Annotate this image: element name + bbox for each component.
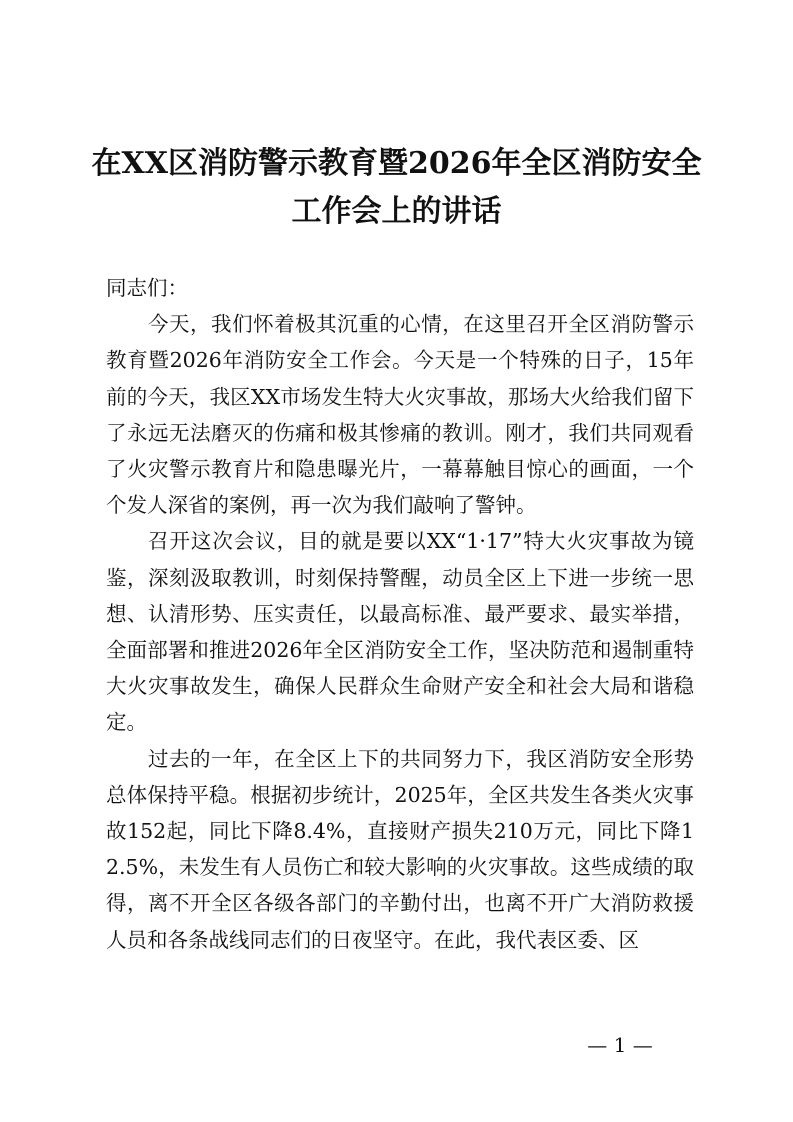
page-number: — 1 — <box>587 1033 653 1057</box>
paragraph-2: 召开这次会议，目的就是要以XX“1·17”特大火灾事故为镜鉴，深刻汲取教训，时刻保持警醒，动员全区上下进一步统一思想、认清形势、压实责任，以最高标准、最严要求、最实举措，全面部署和推进2026年全区消防安全工作，坚决防范和遏制重特大火灾事故发生，确保人民群众生命财产安全和社会大局和谐稳定。 <box>106 529 694 735</box>
title-line-2: 工作会上的讲话 <box>291 194 502 229</box>
paragraph-3: 过去的一年，在全区上下的共同努力下，我区消防安全形势总体保持平稳。根据初步统计，2025年，全区共发生各类火灾事故152起，同比下降8.4%，直接财产损失210万元，同比下降12.5%，未发生有人员伤亡和较大影响的火灾事故。这些成绩的取得，离不开全区各级各部门的辛勤付出，也离不开广大消防救援人员和各条战线同志们的日夜坚守。在此，我代表区委、区 <box>106 746 694 952</box>
title-line-1: 在XX区消防警示教育暨2026年全区消防安全 <box>91 146 702 181</box>
paragraph-1: 今天，我们怀着极其沉重的心情，在这里召开全区消防警示教育暨2026年消防安全工作会。今天是一个特殊的日子，15年前的今天，我区XX市场发生特大火灾事故，那场大火给我们留下了永远无法磨灭的伤痛和极其惨痛的教训。刚才，我们共同观看了火灾警示教育片和隐患曝光片，一幕幕触目惊心的画面，一个个发人深省的案例，再一次为我们敲响了警钟。 <box>106 312 694 518</box>
speech-body <box>106 270 694 958</box>
document-title <box>90 140 703 236</box>
salutation: 同志们： <box>106 276 188 300</box>
